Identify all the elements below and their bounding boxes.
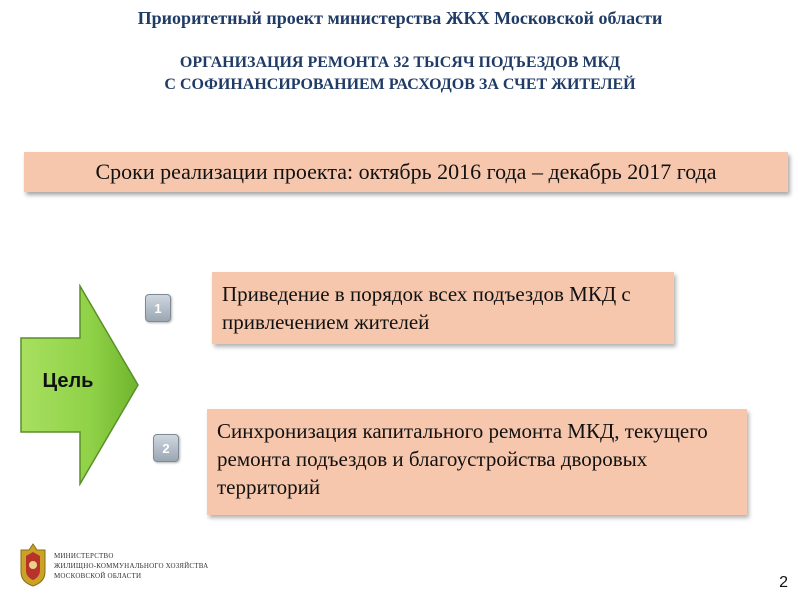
goal-number-badge-2: 2	[153, 434, 179, 462]
footer-org-line-1: МИНИСТЕРСТВО	[54, 552, 114, 560]
subtitle-line-2: С СОФИНАНСИРОВАНИЕМ РАСХОДОВ ЗА СЧЕТ ЖИТЕЛЕЙ	[164, 76, 636, 93]
slide-title: Приоритетный проект министерства ЖКХ Московской области	[137, 8, 663, 28]
goal-label: Цель	[42, 370, 94, 392]
goal-number-badge-1: 1	[145, 294, 171, 322]
footer-org-line-3: МОСКОВСКОЙ ОБЛАСТИ	[54, 572, 142, 580]
goal-item-1: Приведение в порядок всех подъездов МКД с привлечением жителей	[212, 272, 674, 344]
page-number: 2	[779, 574, 788, 591]
project-period-box: Сроки реализации проекта: октябрь 2016 года – декабрь 2017 года	[24, 152, 788, 192]
slide-subtitle	[0, 52, 800, 96]
footer-org-line-2: ЖИЛИЩНО-КОММУНАЛЬНОГО ХОЗЯЙСТВА	[54, 562, 209, 570]
goal-item-2: Синхронизация капитального ремонта МКД, текущего ремонта подъездов и благоустройства дворовых территорий	[207, 409, 747, 515]
footer-organization	[54, 551, 208, 581]
subtitle-line-1: ОРГАНИЗАЦИЯ РЕМОНТА 32 ТЫСЯЧ ПОДЪЕЗДОВ МКД	[179, 54, 621, 71]
ministry-emblem-icon	[18, 542, 48, 588]
